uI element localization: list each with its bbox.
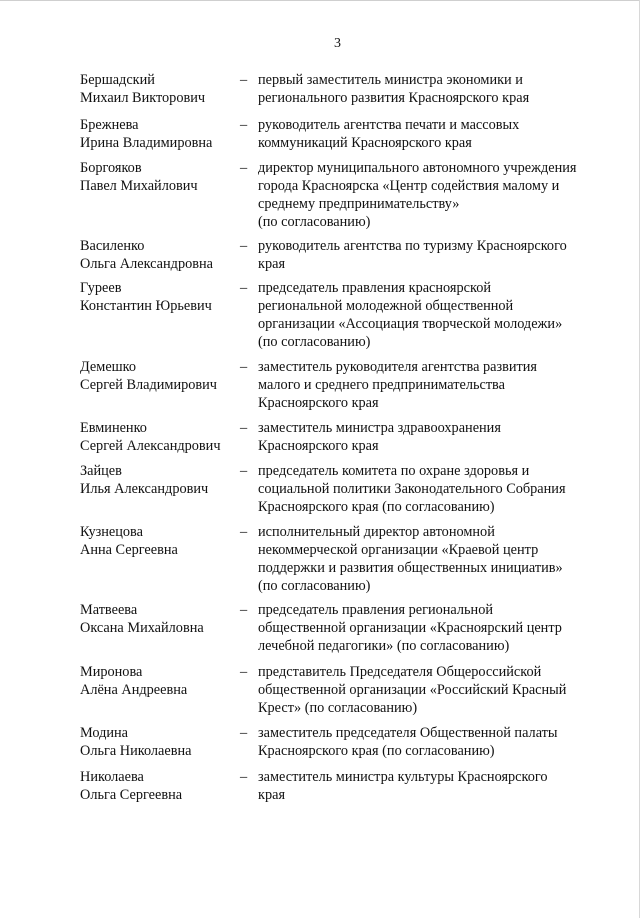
position-line: города Красноярска «Центр содействия малому и	[258, 178, 560, 194]
position-line: поддержки и развития общественных инициатив»	[258, 560, 563, 576]
member-name	[80, 663, 240, 699]
member-position	[258, 523, 598, 595]
given-names: Сергей Александрович	[80, 438, 221, 454]
position-line: директор муниципального автономного учреждения	[258, 160, 577, 176]
given-names: Михаил Викторович	[80, 90, 206, 106]
position-line: Красноярского края (по согласованию)	[258, 743, 495, 759]
dash: –	[240, 117, 248, 133]
member-name	[80, 462, 240, 498]
position-line: организации «Ассоциация творческой молодежи»	[258, 316, 563, 332]
position-line: исполнительный директор автономной	[258, 524, 495, 540]
surname: Кузнецова	[80, 524, 143, 540]
surname: Миронова	[80, 664, 143, 680]
given-names: Анна Сергеевна	[80, 542, 178, 558]
member-position	[258, 279, 598, 351]
surname: Василенко	[80, 238, 145, 254]
given-names: Сергей Владимирович	[80, 377, 217, 393]
position-line: коммуникаций Красноярского края	[258, 135, 472, 151]
position-line: регионального развития Красноярского края	[258, 90, 530, 106]
dash: –	[240, 160, 248, 176]
member-name	[80, 419, 240, 455]
given-names: Ольга Александровна	[80, 256, 213, 272]
member-name	[80, 724, 240, 760]
position-line: заместитель председателя Общественной палаты	[258, 725, 558, 741]
dash: –	[240, 420, 248, 436]
position-line: общественной организации «Российский Красный	[258, 682, 567, 698]
position-line: края	[258, 787, 286, 803]
surname: Николаева	[80, 769, 144, 785]
member-position	[258, 71, 598, 107]
member-name	[80, 116, 240, 152]
position-line: социальной политики Законодательного Собрания	[258, 481, 566, 497]
member-position	[258, 419, 598, 455]
position-line: председатель комитета по охране здоровья и	[258, 463, 530, 479]
position-line: лечебной педагогики» (по согласованию)	[258, 638, 510, 654]
surname: Демешко	[80, 359, 137, 375]
page-top-edge	[0, 0, 640, 1]
position-line: (по согласованию)	[258, 214, 371, 230]
dash: –	[240, 769, 248, 785]
surname: Гуреев	[80, 280, 122, 296]
surname: Боргояков	[80, 160, 142, 176]
member-name	[80, 237, 240, 273]
position-line: представитель Председателя Общероссийской	[258, 664, 542, 680]
member-position	[258, 237, 598, 273]
position-line: общественной организации «Красноярский центр	[258, 620, 562, 636]
dash: –	[240, 238, 248, 254]
position-line: Красноярского края (по согласованию)	[258, 499, 495, 515]
position-line: председатель правления региональной	[258, 602, 494, 618]
member-name	[80, 768, 240, 804]
position-line: заместитель руководителя агентства развития	[258, 359, 538, 375]
position-line: первый заместитель министра экономики и	[258, 72, 523, 88]
position-line: руководитель агентства печати и массовых	[258, 117, 520, 133]
member-position	[258, 601, 598, 655]
member-name	[80, 601, 240, 637]
member-position	[258, 462, 598, 516]
member-name	[80, 279, 240, 315]
dash: –	[240, 664, 248, 680]
member-position	[258, 663, 598, 717]
position-line: малого и среднего предпринимательства	[258, 377, 505, 393]
position-line: заместитель министра здравоохранения	[258, 420, 501, 436]
surname: Матвеева	[80, 602, 138, 618]
dash: –	[240, 359, 248, 375]
given-names: Илья Александрович	[80, 481, 209, 497]
position-line: (по согласованию)	[258, 334, 371, 350]
given-names: Ирина Владимировна	[80, 135, 213, 151]
surname: Бершадский	[80, 72, 155, 88]
member-name	[80, 358, 240, 394]
surname: Евминенко	[80, 420, 147, 436]
dash: –	[240, 602, 248, 618]
member-position	[258, 358, 598, 412]
member-position	[258, 159, 598, 231]
given-names: Ольга Сергеевна	[80, 787, 183, 803]
member-name	[80, 159, 240, 195]
position-line: края	[258, 256, 286, 272]
member-position	[258, 116, 598, 152]
position-line: руководитель агентства по туризму Красноярского	[258, 238, 567, 254]
surname: Брежнева	[80, 117, 139, 133]
position-line: некоммерческой организации «Краевой центр	[258, 542, 539, 558]
dash: –	[240, 524, 248, 540]
position-line: региональной молодежной общественной	[258, 298, 514, 314]
position-line: (по согласованию)	[258, 578, 371, 594]
member-name	[80, 523, 240, 559]
given-names: Константин Юрьевич	[80, 298, 212, 314]
position-line: среднему предпринимательству»	[258, 196, 460, 212]
given-names: Ольга Николаевна	[80, 743, 192, 759]
surname: Модина	[80, 725, 129, 741]
position-line: Красноярского края	[258, 438, 379, 454]
surname: Зайцев	[80, 463, 122, 479]
dash: –	[240, 280, 248, 296]
dash: –	[240, 463, 248, 479]
member-position	[258, 768, 598, 804]
position-line: председатель правления красноярской	[258, 280, 492, 296]
member-name	[80, 71, 240, 107]
dash: –	[240, 725, 248, 741]
position-line: заместитель министра культуры Красноярского	[258, 769, 548, 785]
given-names: Павел Михайлович	[80, 178, 198, 194]
member-position	[258, 724, 598, 760]
page-number: 3	[334, 36, 341, 51]
position-line: Красноярского края	[258, 395, 379, 411]
given-names: Алёна Андреевна	[80, 682, 188, 698]
given-names: Оксана Михайловна	[80, 620, 204, 636]
position-line: Крест» (по согласованию)	[258, 700, 418, 716]
dash: –	[240, 72, 248, 88]
